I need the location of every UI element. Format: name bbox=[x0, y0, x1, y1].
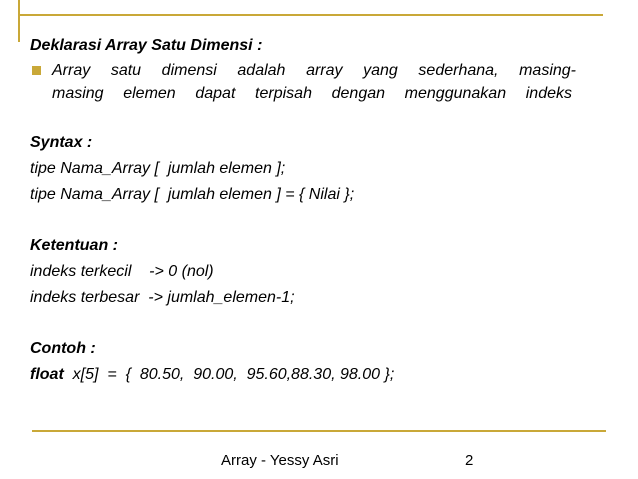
contoh-code: x[5] = { 80.50, 90.00, 95.60,88.30, 98.00 }; bbox=[63, 366, 395, 383]
contoh-title: Contoh : bbox=[30, 340, 96, 357]
float-keyword: float bbox=[30, 366, 64, 383]
contoh-code-line bbox=[30, 365, 394, 385]
syntax-line-2: tipe Nama_Array [ jumlah elemen ] = { Nilai }; bbox=[30, 186, 355, 203]
ketentuan-line-1: indeks terkecil -> 0 (nol) bbox=[30, 263, 214, 280]
footer-text: Array - Yessy Asri bbox=[221, 452, 339, 469]
page-number: 2 bbox=[465, 452, 474, 469]
heading: Deklarasi Array Satu Dimensi : bbox=[30, 37, 263, 54]
bullet-line-1: Array satu dimensi adalah array yang sederhana, masing- bbox=[52, 62, 576, 79]
bottom-divider bbox=[32, 430, 606, 432]
bullet-line-2: masing elemen dapat terpisah dengan menggunakan indeks bbox=[52, 85, 572, 102]
syntax-line-1: tipe Nama_Array [ jumlah elemen ]; bbox=[30, 160, 286, 177]
ketentuan-line-2: indeks terbesar -> jumlah_elemen-1; bbox=[30, 289, 295, 306]
square-bullet-icon bbox=[32, 66, 41, 75]
left-accent-line bbox=[18, 0, 20, 42]
top-divider bbox=[18, 14, 603, 16]
syntax-title: Syntax : bbox=[30, 134, 93, 151]
ketentuan-title: Ketentuan : bbox=[30, 237, 118, 254]
